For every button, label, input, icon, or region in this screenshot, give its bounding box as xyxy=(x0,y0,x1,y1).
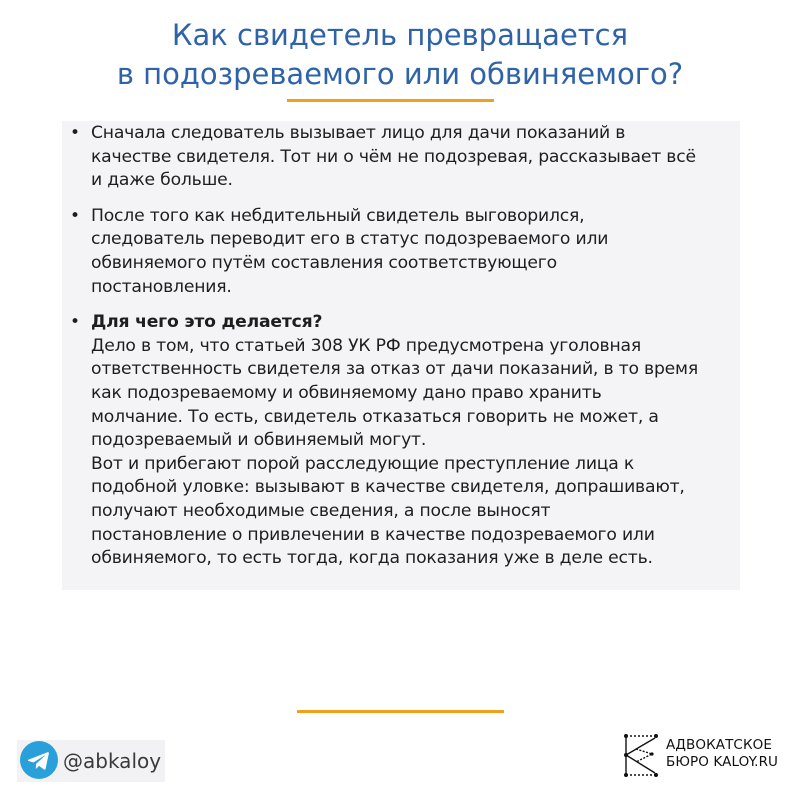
title-underline xyxy=(287,99,494,102)
bullet-text-line: ответственность свидетеля за отказ от дачи показаний, в то время xyxy=(91,359,698,380)
bullet-text-line: обвиняемого путём составления соответствующего xyxy=(91,252,557,273)
bullet-text-line: молчание. То есть, свидетель отказаться говорить не может, а xyxy=(91,406,659,427)
bullet-dot-icon: • xyxy=(70,205,80,226)
brand-line-2: БЮРО KALOY.RU xyxy=(666,754,779,770)
bullet-text-line: как подозреваемому и обвиняемому дано право хранить xyxy=(91,382,602,403)
bullet-text-line: следователь переводит его в статус подозреваемого или xyxy=(91,229,609,250)
bullet-item-summons xyxy=(68,122,734,193)
brand-name xyxy=(666,737,778,771)
bullet-list xyxy=(68,122,734,583)
brand-line-1: АДВОКАТСКОЕ xyxy=(666,737,773,753)
telegram-icon[interactable] xyxy=(20,741,58,779)
bullet-heading: Для чего это делается? xyxy=(91,312,323,333)
page-title xyxy=(0,16,800,94)
bullet-text-line: подозреваемый и обвиняемый могут. xyxy=(91,430,427,451)
bullet-text-line: и даже больше. xyxy=(91,170,233,191)
bullet-dot-icon: • xyxy=(70,312,80,333)
bullet-item-status-change xyxy=(68,205,734,299)
bullet-text-line: постановление о привлечении в качестве подозреваемого или xyxy=(91,524,655,545)
bullet-text-line: После того как небдительный свидетель выговорился, xyxy=(91,205,585,226)
bullet-text-line: Вот и прибегают порой расследующие преступление лица к xyxy=(91,453,635,474)
bullet-text-line: качестве свидетеля. Тот ни о чём не подозревая, рассказывает всё xyxy=(91,146,696,167)
title-line-2: в подозреваемого или обвиняемого? xyxy=(116,57,684,91)
title-line-1: Как свидетель превращается xyxy=(171,18,629,52)
kaloy-logo-icon xyxy=(622,733,662,778)
bullet-dot-icon: • xyxy=(70,123,80,143)
bullet-item-why xyxy=(68,311,734,571)
bullet-text-line: получают необходимые сведения, а после выносят xyxy=(91,500,551,521)
bullet-text-line: Сначала следователь вызывает лицо для дачи показаний в xyxy=(91,123,626,143)
bullet-text-line: Дело в том, что статьей 308 УК РФ предусмотрена уголовная xyxy=(91,335,641,356)
telegram-handle[interactable]: @abkaloy xyxy=(63,749,162,773)
bullet-text-line: постановления. xyxy=(91,276,232,297)
footer-divider xyxy=(297,710,504,713)
bullet-text-line: подобной уловке: вызывают в качестве свидетеля, допрашивают, xyxy=(91,477,685,498)
bullet-text-line: обвиняемого, то есть тогда, когда показания уже в деле есть. xyxy=(91,548,653,569)
